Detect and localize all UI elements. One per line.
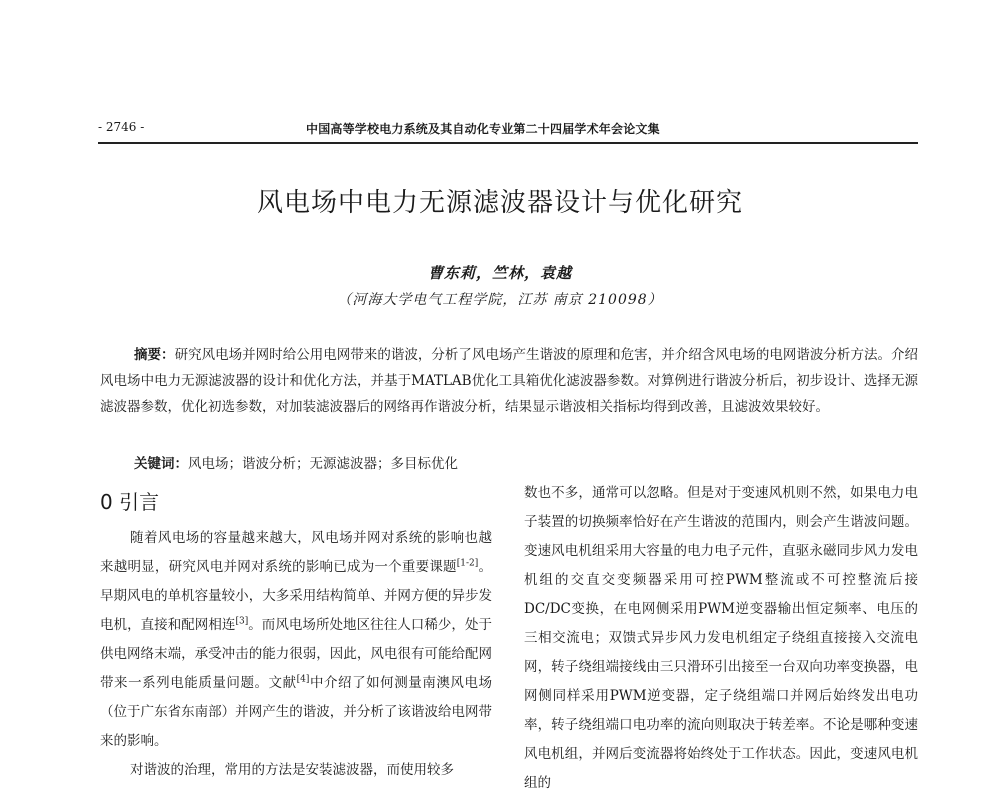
abstract-text: 研究风电场并网时给公用电网带来的谐波，分析了风电场产生谐波的原理和危害，并介绍含风电场的电网谐波分析方法。介绍风电场中电力无源滤波器的设计和优化方法，并基于MATLAB优化工具箱优化滤波器参数。对算例进行谐波分析后，初步设计、选择无源滤波器参数，优化初选参数，对加装滤波器后的网络再作谐波分析，结果显示谐波相关指标均得到改善，且滤波效果较好。	[100, 347, 919, 415]
intro-text-a: 随着风电场的容量越来越大，风电场并网对系统的影响也越来越明显，研究风电并网对系统的影响已成为一个重要课题	[100, 530, 492, 575]
intro-text-d: 中介绍了如何测量南澳风电场（位于广东省东南部）并网产生的谐波，并分析了该谐波给电网带来的影响。	[100, 675, 493, 749]
section-heading: 0 引言	[100, 490, 160, 514]
right-column	[524, 479, 918, 791]
affiliation: （河海大学电气工程学院，江苏 南京 210098）	[337, 292, 663, 308]
intro-paragraph-1	[100, 524, 492, 756]
citation-1: [1-2]	[456, 558, 479, 569]
left-column	[100, 524, 493, 778]
keywords-text: 风电场；谐波分析；无源滤波器；多目标优化	[188, 456, 458, 472]
intro-paragraph-2: 对谐波的治理，常用的方法是安装滤波器，而使用较多	[130, 762, 454, 778]
intro-text-c: 。而风电场所处地区往往人口稀少，处于供电网络末端，承受冲击的能力很弱，因此，风电很有可能给配网带来一系列电能质量问题。文献	[100, 617, 493, 691]
abstract	[100, 342, 918, 420]
keywords-label: 关键词：	[134, 456, 188, 472]
page-header	[98, 118, 918, 140]
authors: 曹东莉，竺林，袁越	[427, 264, 572, 282]
intro-text-b: 。早期风电的单机容量较小，大多采用结构简单、并网方便的异步发电机，直接和配网相连	[100, 559, 493, 633]
page-number: - 2746 -	[98, 120, 145, 134]
keywords	[134, 453, 914, 475]
paper-title: 风电场中电力无源滤波器设计与优化研究	[256, 188, 743, 218]
citation-2: [3]	[235, 616, 249, 627]
citation-3: [4]	[296, 674, 310, 685]
running-title: 中国高等学校电力系统及其自动化专业第二十四届学术年会论文集	[306, 122, 660, 136]
abstract-label: 摘要：	[134, 347, 175, 363]
right-column-paragraph: 数也不多，通常可以忽略。但是对于变速风机则不然，如果电力电子装置的切换频率恰好在产生谐波的范围内，则会产生谐波问题。变速风电机组采用大容量的电力电子元件，直驱永磁同步风力发电机组的交直交变频器采用可控PWM整流或不可控整流后接DC/DC变换，在电网侧采用PWM逆变器输出恒定频率、电压的三相交流电；双馈式异步风力发电机组定子绕组直接接入交流电网，转子绕组端接线由三只滑环引出接至一台双向功率变换器，电网侧同样采用PWM逆变器，定子绕组端口并网后始终发出电功率，转子绕组端口电功率的流向则取决于转差率。不论是哪种变速风电机组，并网后变流器将始终处于工作状态。因此，变速风电机组的	[524, 485, 918, 791]
header-rule	[98, 142, 918, 144]
